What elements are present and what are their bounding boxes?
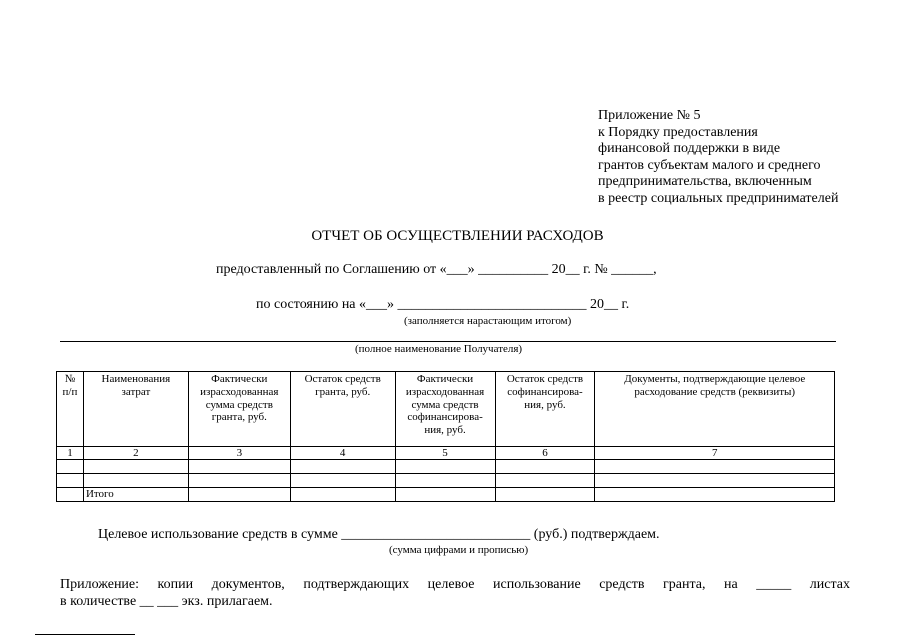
column-number: 5 (395, 447, 495, 460)
table-cell[interactable] (290, 488, 395, 502)
appendix-line: в реестр социальных предпринимателей (598, 190, 839, 206)
table-total-row (57, 488, 835, 502)
appendix-line: к Порядку предоставления (598, 124, 758, 140)
appendix-line: грантов субъектам малого и среднего (598, 157, 821, 173)
table-cell[interactable] (188, 460, 290, 474)
total-label: Итого (83, 488, 188, 502)
table-cell[interactable] (595, 488, 835, 502)
table-cell[interactable] (395, 488, 495, 502)
header-cell-grant-spent: Фактически израсходованная сумма средств гранта, руб. (188, 372, 290, 447)
table-cell[interactable] (495, 474, 595, 488)
table-row (57, 474, 835, 488)
column-number: 1 (57, 447, 84, 460)
header-cell-documents: Документы, подтверждающие целевое расходование средств (реквизиты) (595, 372, 835, 447)
column-number: 3 (188, 447, 290, 460)
appendix-line: Приложение № 5 (598, 108, 701, 123)
recipient-note: (полное наименование Получателя) (355, 343, 523, 355)
agreement-line: предоставленный по Соглашению от «___» __________ 20__ г. № ______, (216, 262, 657, 277)
attachment-line-1: Приложение: копии документов, подтверждающих целевое использование средств гранта, на _____ листах (60, 577, 850, 592)
table-cell[interactable] (188, 488, 290, 502)
table-cell[interactable] (290, 474, 395, 488)
header-cell-number: № п/п (57, 372, 84, 447)
recipient-line (60, 341, 836, 342)
table-cell[interactable] (83, 460, 188, 474)
confirm-line: Целевое использование средств в сумме ___________________________ (руб.) подтверждаем. (98, 527, 660, 542)
table-cell[interactable] (595, 474, 835, 488)
attachment-line-2: в количестве __ ___ экз. прилагаем. (60, 594, 273, 609)
appendix-line: предпринимательства, включенным (598, 174, 812, 190)
table-cell (57, 488, 84, 502)
table-cell[interactable] (57, 474, 84, 488)
header-cell-cofinance-spent: Фактически израсходованная сумма средств софинансирова-ния, руб. (395, 372, 495, 447)
expense-table (56, 371, 835, 502)
footnote-rule (35, 634, 135, 635)
table-cell[interactable] (595, 460, 835, 474)
header-cell-grant-balance: Остаток средств гранта, руб. (290, 372, 395, 447)
table-cell[interactable] (495, 488, 595, 502)
table-row (57, 460, 835, 474)
appendix-block (598, 108, 838, 208)
report-title: ОТЧЕТ ОБ ОСУЩЕСТВЛЕНИИ РАСХОДОВ (311, 228, 604, 244)
table-cell[interactable] (188, 474, 290, 488)
confirm-note: (сумма цифрами и прописью) (389, 544, 529, 556)
column-number: 7 (595, 447, 835, 460)
table-cell[interactable] (83, 474, 188, 488)
header-cell-cofinance-balance: Остаток средств софинансирова-ния, руб. (495, 372, 595, 447)
column-number: 4 (290, 447, 395, 460)
report-title-wrap (0, 228, 905, 245)
table-header-row (57, 372, 835, 447)
status-line: по состоянию на «___» ___________________________ 20__ г. (256, 297, 630, 312)
table-cell[interactable] (290, 460, 395, 474)
table-number-row (57, 447, 835, 460)
header-cell-expense-name: Наименования затрат (83, 372, 188, 447)
column-number: 2 (83, 447, 188, 460)
table-cell[interactable] (395, 474, 495, 488)
column-number: 6 (495, 447, 595, 460)
table-cell[interactable] (57, 460, 84, 474)
table-cell[interactable] (495, 460, 595, 474)
table-cell[interactable] (395, 460, 495, 474)
appendix-line: финансовой поддержки в виде (598, 141, 781, 157)
status-note: (заполняется нарастающим итогом) (404, 315, 572, 327)
